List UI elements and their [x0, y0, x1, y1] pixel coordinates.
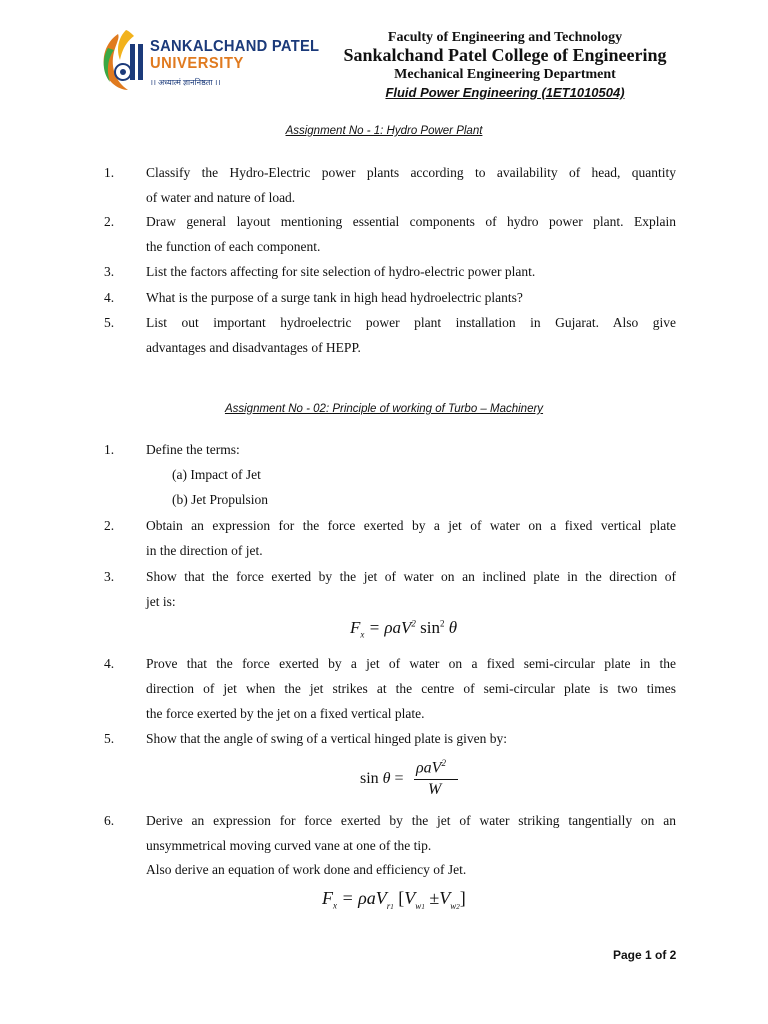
question-line: Draw general layout mentioning essential components of hydro power plant. Explain — [146, 214, 676, 229]
question-number: 4. — [104, 656, 115, 671]
logo-name-line2: UNIVERSITY — [150, 55, 244, 72]
question-number: 1. — [104, 442, 115, 457]
assignment1-title: Assignment No - 1: Hydro Power Plant — [285, 125, 483, 137]
question-line: Derive an expression for force exerted by the jet of water striking tangentially on an — [146, 813, 676, 828]
logo-name-line1: SANKALCHAND PATEL — [150, 38, 320, 55]
question-line: in the direction of jet. — [146, 543, 263, 558]
question-number: 5. — [104, 315, 115, 330]
question-line: the force exerted by the jet on a fixed vertical plate. — [146, 706, 425, 721]
page-number: Page 1 of 2 — [613, 948, 677, 962]
assignment2-title: Assignment No - 02: Principle of working of Turbo – Machinery — [224, 403, 544, 415]
question-line: Show that the angle of swing of a vertical hinged plate is given by: — [146, 731, 508, 746]
question-line: Show that the force exerted by the jet of water on an inclined plate in the direction of — [146, 569, 676, 584]
question-line: unsymmetrical moving curved vane at one of the tip. — [146, 838, 432, 853]
question-line: direction of jet when the jet strikes at the centre of semi-circular plate is two times — [146, 681, 676, 696]
question-number: 2. — [104, 518, 115, 533]
question-line: Also derive an equation of work done and efficiency of Jet. — [146, 862, 467, 877]
question-line: What is the purpose of a surge tank in high head hydroelectric plants? — [146, 290, 523, 305]
equation-hinged-plate-angle: sin θ = ρaV$^2$ W — [360, 758, 480, 804]
question-line: Classify the Hydro-Electric power plants according to availability of head, quantity — [146, 165, 676, 180]
equation-moving-vane-force: $F_x = \rho aV_{r1}$ $[V_{w1} \pm V_{w2}]$ — [322, 888, 466, 911]
equation-inclined-plate-force: $F_x = \rho aV^2$ $\sin^2 \theta$ — [350, 618, 458, 640]
question-line: Prove that the force exerted by a jet of water on a fixed semi-circular plate in the — [146, 656, 676, 671]
question-line: List out important hydroelectric power plant installation in Gujarat. Also give — [146, 315, 676, 330]
question-line: List the factors affecting for site selection of hydro-electric power plant. — [146, 264, 536, 279]
department-heading: Mechanical Engineering Department — [394, 67, 616, 82]
question-number: 5. — [104, 731, 115, 746]
question-line: Obtain an expression for the force exerted by a jet of water on a fixed vertical plate — [146, 518, 676, 533]
question-number: 3. — [104, 264, 115, 279]
college-heading: Sankalchand Patel College of Engineering — [343, 45, 667, 65]
question-number: 2. — [104, 214, 115, 229]
question-line: the function of each component. — [146, 239, 321, 254]
logo-motto: ।। अध्यात्मं ज्ञाननिष्ठता ।। — [150, 78, 221, 87]
question-number: 3. — [104, 569, 115, 584]
question-number: 4. — [104, 290, 115, 305]
question-line: of water and nature of load. — [146, 190, 296, 205]
question-line: advantages and disadvantages of HEPP. — [146, 340, 361, 355]
term-impact-of-jet: (a) Impact of Jet — [172, 467, 261, 482]
question-line: jet is: — [146, 594, 176, 609]
faculty-heading: Faculty of Engineering and Technology — [387, 30, 623, 45]
question-line: Define the terms: — [146, 442, 240, 457]
term-jet-propulsion: (b) Jet Propulsion — [172, 492, 268, 507]
course-heading: Fluid Power Engineering (1ET1010504) — [385, 85, 625, 100]
question-number: 6. — [104, 813, 115, 828]
question-number: 1. — [104, 165, 115, 180]
